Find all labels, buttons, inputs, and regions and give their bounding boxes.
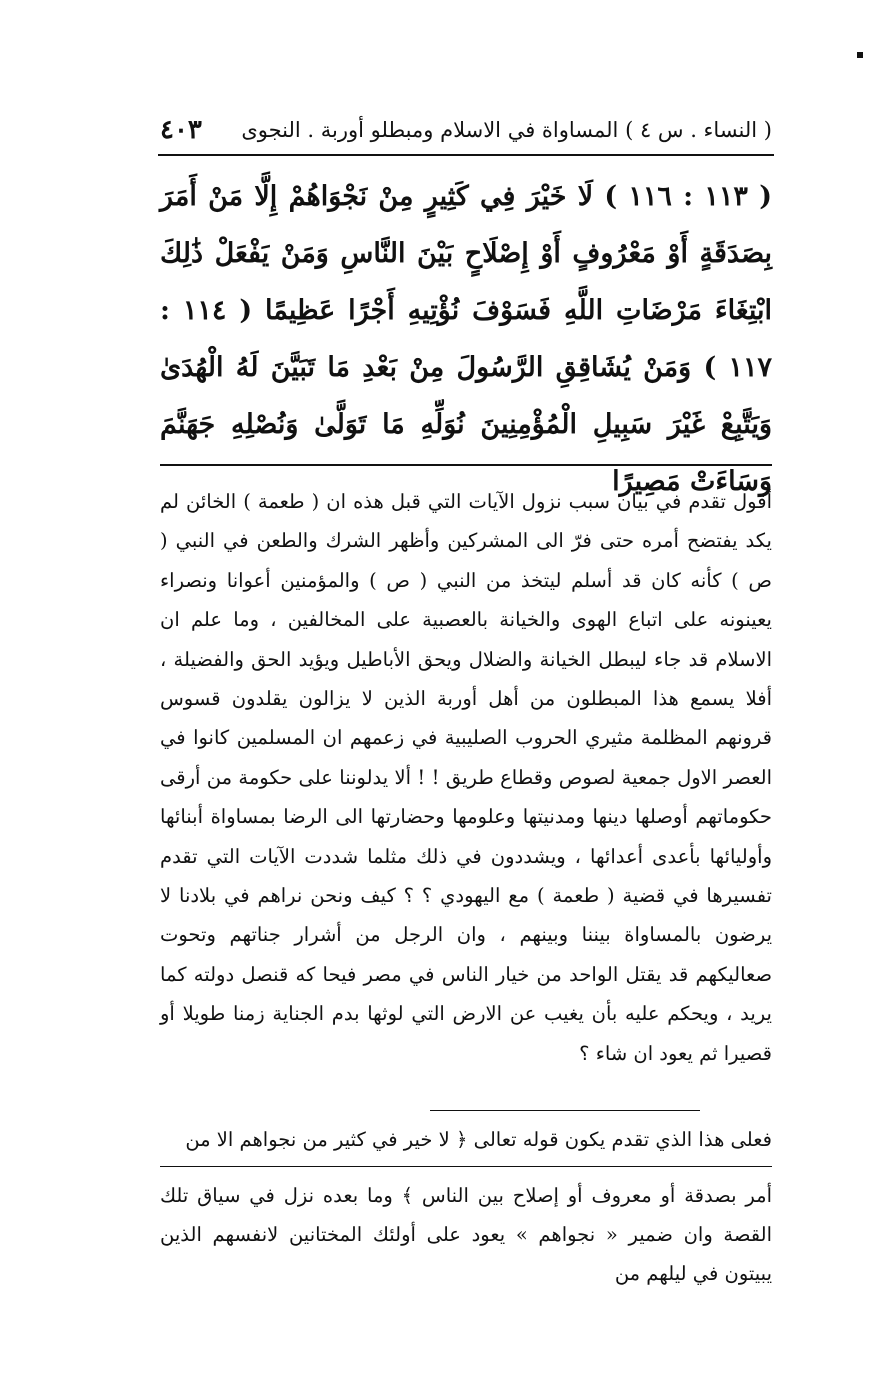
corner-mark — [857, 52, 863, 58]
footnote-divider — [430, 1110, 700, 1111]
footnote-divider-2 — [160, 1166, 772, 1167]
footnote-top-text: فعلى هذا الذي تقدم يكون قوله تعالى ﴿ لا خير في كثير من نجواهم الا من — [185, 1128, 772, 1151]
page-header — [160, 112, 772, 148]
verse-divider — [160, 464, 772, 466]
header-divider — [158, 154, 774, 156]
commentary-block — [160, 482, 772, 1073]
verse-text: ( ١١٣ : ١١٦ ) لَا خَيْرَ فِي كَثِيرٍ مِنْ نَجْوَاهُمْ إِلَّا مَنْ أَمَرَ بِصَدَقَةٍ أَوْ مَعْرُوفٍ أَوْ إِصْلَاحٍ بَيْنَ النَّاسِ وَمَنْ يَفْعَلْ ذَٰلِكَ ابْتِغَاءَ مَرْضَاتِ اللَّهِ فَسَوْفَ نُؤْتِيهِ أَجْرًا عَظِيمًا ( ١١٤ : ١١٧ ) وَمَنْ يُشَاقِقِ الرَّسُولَ مِنْ بَعْدِ مَا تَبَيَّنَ لَهُ الْهُدَىٰ وَيَتَّبِعْ غَيْرَ سَبِيلِ الْمُؤْمِنِينَ نُوَلِّهِ مَا تَوَلَّىٰ وَنُصْلِهِ جَهَنَّمَ وَسَاءَتْ مَصِيرًا — [160, 181, 772, 497]
page-number: ٤٠٣ — [160, 115, 202, 145]
commentary-text: أقول تقدم في بيان سبب نزول الآيات التي قبل هذه ان ( طعمة ) الخائن لم يكد يفتضح أمره حتى فرّ الى المشركين وأظهر الشرك والطعن في النبي ( ص ) كأنه كان قد أسلم ليتخذ من النبي ( ص ) والمؤمنين أعوانا ونصراء يعينونه على اتباع الهوى والخيانة بالعصبية على المخالفين ، وما علم ان الاسلام قد جاء ليبطل الخيانة والضلال ويحق الأباطيل ويؤيد الحق والفضيلة ، أفلا يسمع هذا المبطلون من أهل أوربة الذين لا يزالون يقلدون قسوس قرونهم المظلمة مثيري الحروب الصليبية في زعمهم ان المسلمين كانوا في العصر الاول جمعية لصوص وقطاع طريق ! ! ألا يدلوننا على حكومة من أرقى حكوماتهم أوصلها دينها ومدنيتها وعلومها وحضارتها الى الرضا بمساواة أبنائها وأوليائها بأعدى أعدائها ، ويشددون في ذلك مثلما شددت الآيات التي تقدم تفسيرها في قضية ( طعمة ) مع اليهودي ؟ ؟ كيف ونحن نراهم في بلادنا لا يرضون بالمساواة بيننا وبينهم ، وان الرجل من أشرار جناتهم وتحوت صعاليكهم قد يقتل الواحد من خيار الناس في مصر فيحا كه قنصل دولته كما يريد ، ويحكم عليه بأن يغيب عن الارض التي لوثها بدم الجناية زمنا طويلا أو قصيرا ثم يعود ان شاء ؟ — [160, 490, 772, 1065]
quran-verse-block — [160, 168, 772, 510]
footnote-block — [160, 1176, 772, 1293]
footnote-top-line — [160, 1120, 772, 1159]
running-title: ( النساء . س ٤ ) المساواة في الاسلام ومبطلو أوربة . النجوى — [241, 118, 772, 142]
footnote-bottom-text: أمر بصدقة أو معروف أو إصلاح بين الناس ﴾ وما بعده نزل في سياق تلك القصة وان ضمير « نجواهم » يعود على أولئك المختانين لانفسهم الذين يبيتون في ليلهم من — [160, 1184, 772, 1285]
